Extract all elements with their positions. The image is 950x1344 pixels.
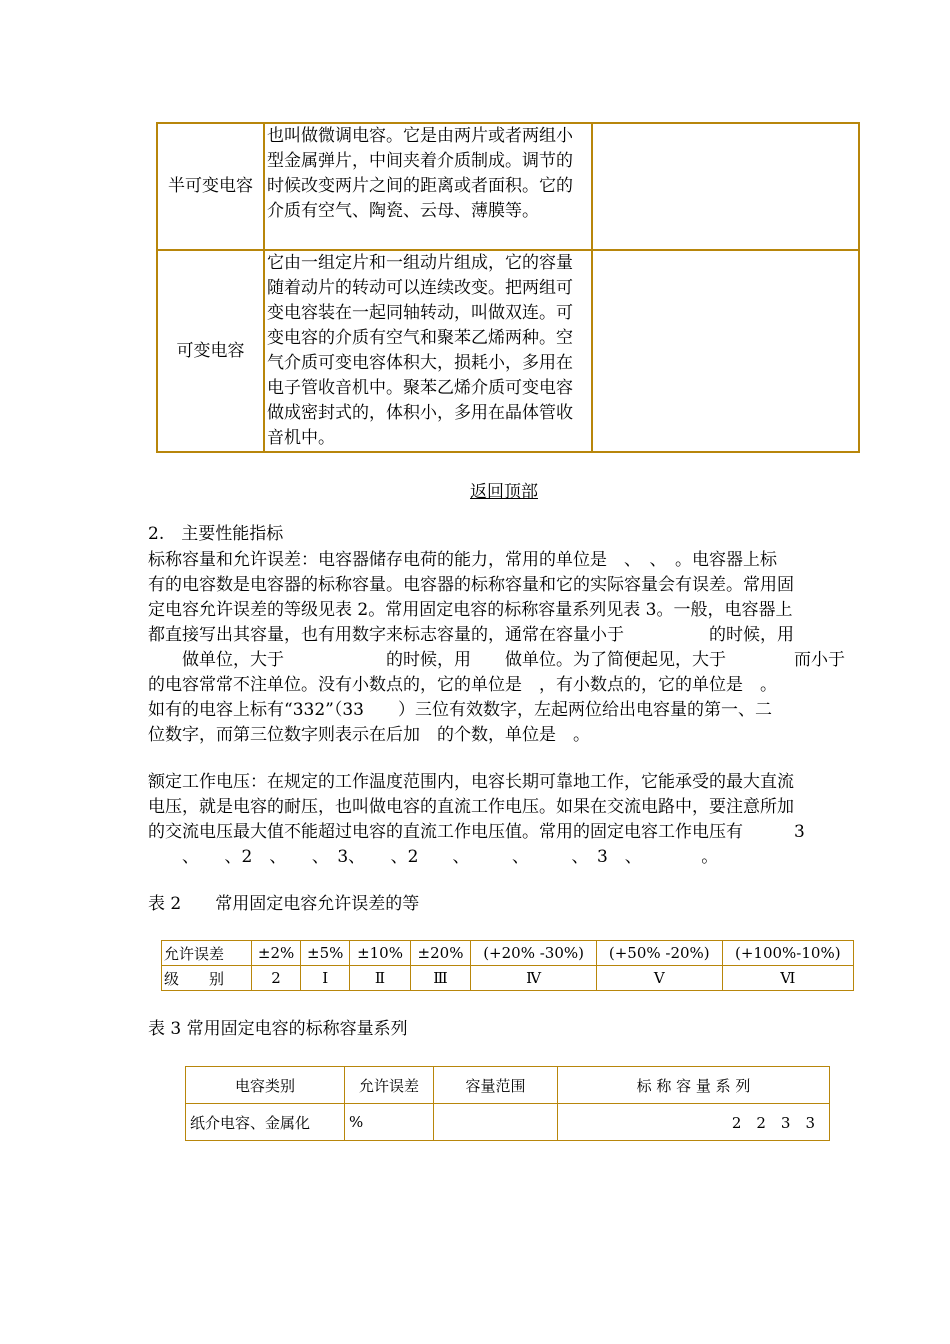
- paragraph-line: 的交流电压最大值不能超过电容的直流工作电压值。常用的固定电容工作电压有 3: [148, 822, 805, 842]
- table3-caption: 表 3 常用固定电容的标称容量系列: [148, 1019, 408, 1039]
- paragraph-line: 标称容量和允许误差：电容器储存电荷的能力，常用的单位是 、 、 。电容器上标: [148, 550, 777, 570]
- table-cell: %: [345, 1104, 434, 1141]
- header-cell: (+100%-10%): [722, 941, 853, 966]
- nominal-capacity-table: [185, 1066, 830, 1141]
- type-extra: [592, 250, 859, 452]
- tolerance-grade-table: [161, 940, 854, 991]
- table-cell: 级 别: [162, 966, 252, 991]
- table-row: [186, 1104, 830, 1141]
- header-cell: (+20% -30%): [471, 941, 597, 966]
- paragraph-line: 位数字，而第三位数字则表示在后加 的个数，单位是 。: [148, 725, 590, 745]
- table-cell: Ⅴ: [596, 966, 722, 991]
- type-label: 半可变电容: [157, 123, 264, 250]
- header-cell: 允许误差: [162, 941, 252, 966]
- header-cell: ±10%: [350, 941, 410, 966]
- type-description: 它由一组定片和一组动片组成，它的容量随着动片的转动可以连续改变。把两组可变电容装在一起同轴转动，叫做双连。可变电容的介质有空气和聚苯乙烯两种。空气介质可变电容体积大，损耗小，多用在电子管收音机中。聚苯乙烯介质可变电容做成密封式的，体积小，多用在晶体管收音机中。: [264, 250, 592, 452]
- paragraph-line: 做单位，大于 的时候，用 做单位。为了简便起见，大于 而小于: [148, 650, 845, 670]
- header-cell: ±5%: [301, 941, 350, 966]
- back-to-top-link[interactable]: 返回顶部: [470, 482, 538, 502]
- paragraph-line: 额定工作电压：在规定的工作温度范围内，电容长期可靠地工作，它能承受的最大直流: [148, 772, 794, 792]
- table-row: [157, 123, 859, 250]
- paragraph-line: 电压，就是电容的耐压，也叫做电容的直流工作电压。如果在交流电路中，要注意所加: [148, 797, 794, 817]
- header-cell: ±2%: [252, 941, 301, 966]
- table-cell: [434, 1104, 558, 1141]
- table-cell: Ⅱ: [350, 966, 410, 991]
- table-cell: Ⅵ: [722, 966, 853, 991]
- header-cell: ±20%: [410, 941, 470, 966]
- header-cell: 容量范围: [434, 1067, 558, 1104]
- table-cell: Ⅰ: [301, 966, 350, 991]
- header-cell: 电容类别: [186, 1067, 345, 1104]
- table-row: [186, 1067, 830, 1104]
- table-row: [157, 250, 859, 452]
- table-cell: 纸介电容、金属化: [186, 1104, 345, 1141]
- capacitor-type-table: [156, 122, 860, 453]
- table-cell: 2: [252, 966, 301, 991]
- header-cell: (+50% -20%): [596, 941, 722, 966]
- table-cell: Ⅳ: [471, 966, 597, 991]
- type-extra: [592, 123, 859, 250]
- table-row: [162, 966, 854, 991]
- paragraph-line: 有的电容数是电容器的标称容量。电容器的标称容量和它的实际容量会有误差。常用固: [148, 575, 794, 595]
- type-label: 可变电容: [157, 250, 264, 452]
- table-cell: 2 2 3 3: [558, 1104, 830, 1141]
- paragraph-line: 、 、2 、 、 3、 、2 、 、 、 3 、 。: [148, 847, 719, 867]
- table-cell: Ⅲ: [410, 966, 470, 991]
- type-description: 也叫做微调电容。它是由两片或者两组小型金属弹片，中间夹着介质制成。调节的时候改变两片之间的距离或者面积。它的介质有空气、陶瓷、云母、薄膜等。: [264, 123, 592, 250]
- table-row: [162, 941, 854, 966]
- paragraph-line: 都直接写出其容量，也有用数字来标志容量的，通常在容量小于 的时候，用: [148, 625, 794, 645]
- table2-caption: 表 2 常用固定电容允许误差的等: [148, 894, 420, 914]
- paragraph-line: 定电容允许误差的等级见表 2。常用固定电容的标称容量系列见表 3。一般，电容器上: [148, 600, 793, 620]
- header-cell: 标 称 容 量 系 列: [558, 1067, 830, 1104]
- paragraph-line: 的电容常常不注单位。没有小数点的，它的单位是 ，有小数点的，它的单位是 。: [148, 675, 777, 695]
- header-cell: 允许误差: [345, 1067, 434, 1104]
- section-heading: 2. 主要性能指标: [148, 524, 284, 544]
- paragraph-line: 如有的电容上标有“332”（33 ）三位有效数字，左起两位给出电容量的第一、二: [148, 700, 772, 720]
